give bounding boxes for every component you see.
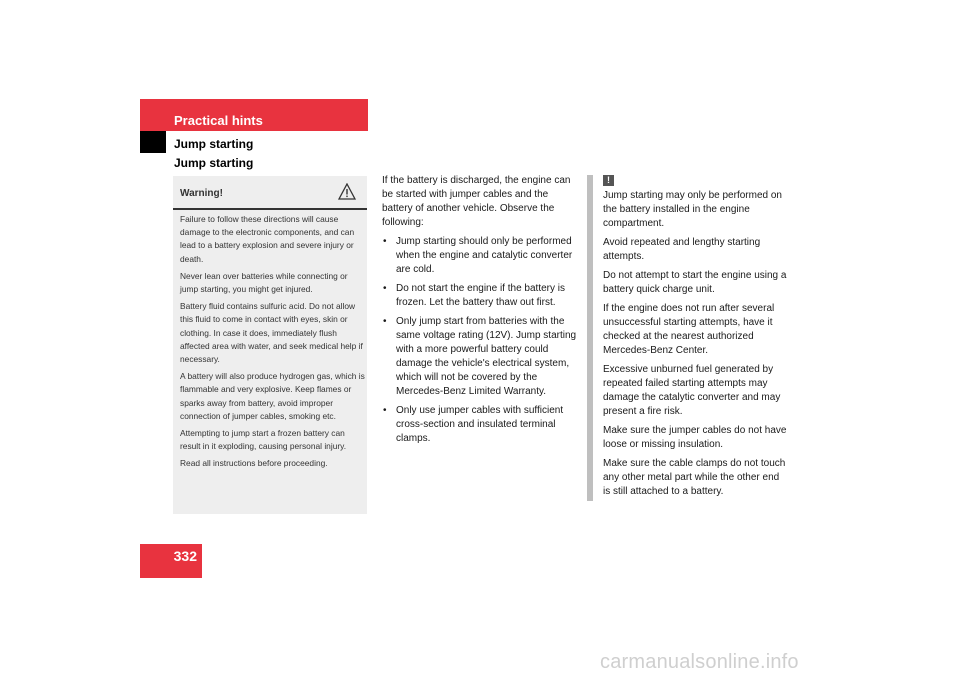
subsection-title: Jump starting: [174, 137, 254, 151]
note-sidebar: [587, 175, 593, 501]
bullet: •: [383, 405, 387, 416]
list-item-text: Jump starting should only be performed when the engine and catalytic converter are cold.: [396, 236, 573, 275]
list-item: [382, 315, 578, 399]
warning-label: Warning!: [180, 188, 223, 199]
note-paragraph: Make sure the jumper cables do not have loose or missing insulation.: [603, 425, 787, 450]
note-paragraph: Avoid repeated and lengthy starting attempts.: [603, 237, 761, 262]
note-exclamation-icon: !: [603, 175, 614, 186]
warning-paragraph: Failure to follow these directions will cause damage to the electronic components, and can lead to a battery explosion and severe injury or death.: [180, 214, 355, 264]
bullet: •: [383, 316, 387, 327]
bullet: •: [383, 283, 387, 294]
watermark: carmanualsonline.info: [600, 651, 799, 673]
list-item-text: Do not start the engine if the battery is frozen. Let the battery thaw out first.: [396, 283, 565, 308]
main-text-column: [382, 174, 578, 451]
warning-header: [173, 176, 367, 208]
warning-box: [173, 176, 367, 514]
note-box: [603, 174, 787, 504]
warning-paragraph: A battery will also produce hydrogen gas, which is flammable and very explosive. Keep flames or sparks away from battery, avoid improper connection of jumper cables, smoking etc.: [180, 371, 365, 421]
note-paragraph: Jump starting may only be performed on the battery installed in the engine compartment.: [603, 190, 782, 229]
warning-paragraph: Battery fluid contains sulfuric acid. Do not allow this fluid to come in contact with eyes, skin or clothing. In case it does, immediately flush affected area with water, and seek medical help if necessary.: [180, 301, 363, 365]
intro-paragraph: If the battery is discharged, the engine can be started with jumper cables and the battery of another vehicle. Observe the following:: [382, 175, 571, 228]
bullet: •: [383, 236, 387, 247]
warning-paragraph: Never lean over batteries while connecting or jump starting, you might get injured.: [180, 270, 348, 295]
note-paragraph: Make sure the cable clamps do not touch any other metal part while the other end is still attached to a battery.: [603, 458, 786, 497]
list-item: [382, 282, 578, 310]
warning-paragraph: Attempting to jump start a frozen battery can result in it exploding, causing personal injury.: [180, 428, 347, 452]
warning-divider: [173, 208, 367, 210]
list-item-text: Only use jumper cables with sufficient cross-section and insulated terminal clamps.: [396, 405, 564, 444]
section-marker: [140, 131, 166, 153]
warning-paragraph: Read all instructions before proceeding.: [180, 458, 328, 469]
list-item: [382, 235, 578, 277]
page-number-box: [140, 544, 202, 578]
topic-title: Jump starting: [174, 156, 254, 170]
note-paragraph: If the engine does not run after several unsuccessful starting attempts, have it checked at the nearest authorized Mercedes-Benz Center.: [603, 303, 775, 356]
list-item: [382, 404, 578, 446]
warning-triangle-icon: [338, 183, 356, 200]
note-paragraph: Excessive unburned fuel generated by repeated failed starting attempts may damage the catalytic converter and may present a fire risk.: [603, 364, 781, 417]
note-paragraph: Do not attempt to start the engine using a battery quick charge unit.: [603, 270, 787, 295]
page-number: 332: [173, 548, 197, 564]
instruction-list: [382, 235, 578, 446]
warning-text: [180, 213, 366, 475]
section-title: Practical hints: [174, 113, 263, 128]
list-item-text: Only jump start from batteries with the same voltage rating (12V). Jump starting with a more powerful battery could damage the vehicle's electrical system, which will not be covered by the Mercedes-Benz Limited Warranty.: [396, 316, 577, 397]
